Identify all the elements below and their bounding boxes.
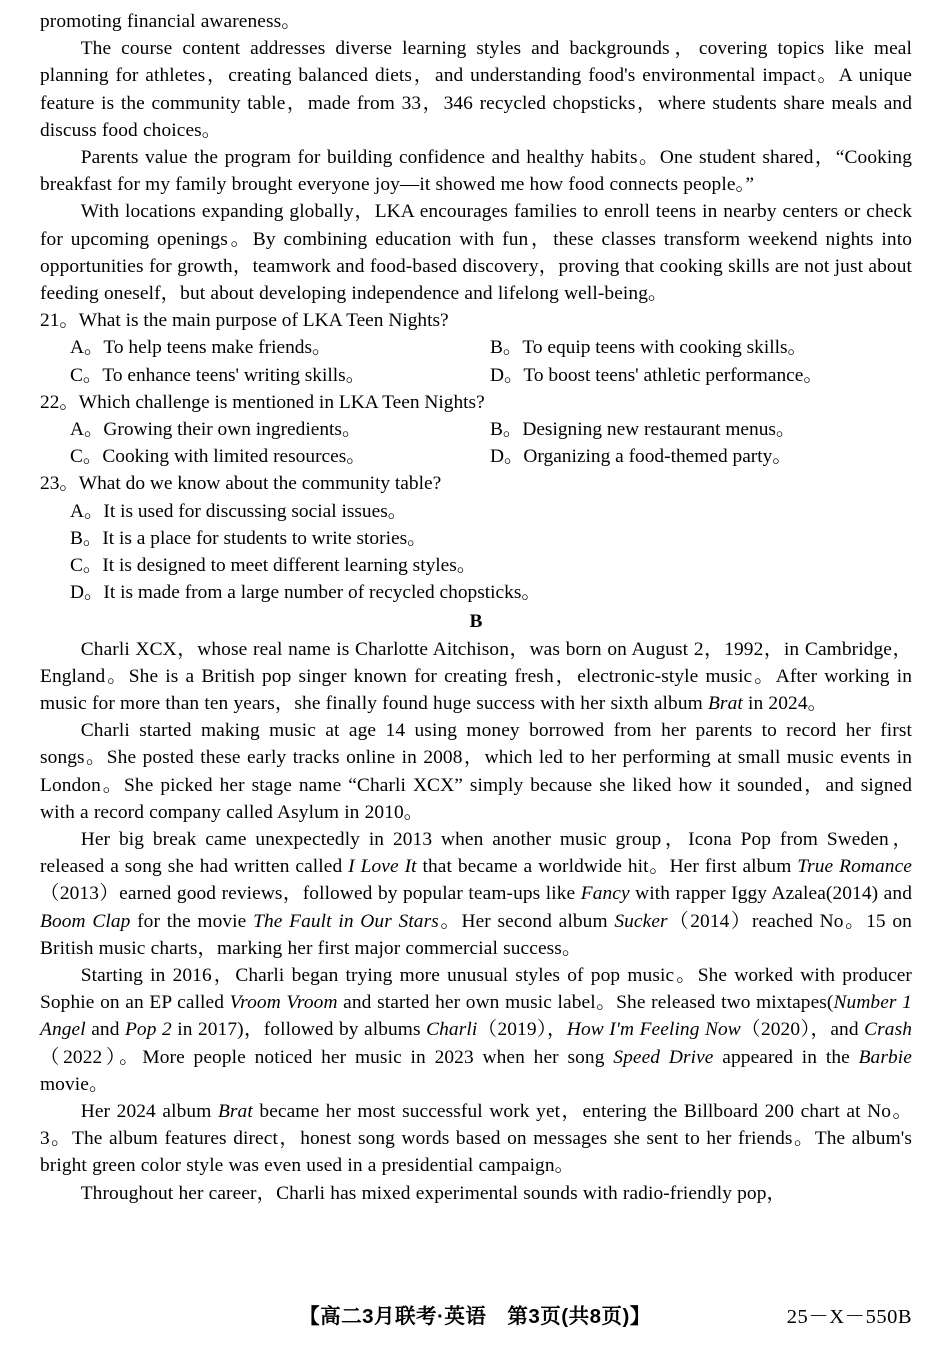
- text-run: that became a worldwide hit。Her first album: [416, 856, 798, 878]
- question-22-options-row-2: [40, 443, 912, 470]
- text-run: with rapper Iggy Azalea(2014) and: [629, 883, 912, 905]
- question-22-number: 22。: [40, 391, 79, 413]
- question-22-option-b[interactable]: B。Designing new restaurant menus。: [490, 419, 796, 441]
- text-run: in 2017)，followed by albums: [171, 1019, 427, 1041]
- section-b-paragraph-6: Throughout her career，Charli has mixed experimental sounds with radio-friendly pop，: [80, 1182, 787, 1204]
- text-run: （2014）reached No。15 on British music charts，marking her first major commercial success。: [40, 910, 912, 959]
- question-23-text: What do we know about the community table?: [78, 473, 442, 495]
- section-b-paragraph-3: [40, 826, 912, 962]
- passage-a-paragraph-course-content: The course content addresses diverse learning styles and backgrounds，covering topics like meal planning for athletes，creating balanced diets，and understanding food's environmental impact。A unique feature is the community table，made from 33，346 recycled chopsticks，where students share meals and discuss food choices。: [40, 38, 912, 141]
- text-run: （2019），: [477, 1019, 567, 1041]
- text-run: （2020），and: [740, 1019, 865, 1041]
- song-title-fancy: Fancy: [580, 883, 630, 905]
- text-run: Her big break came unexpectedly in 2013 when another music group，Icona Pop from Sweden，released a song she had written called: [40, 829, 912, 878]
- question-22-option-c[interactable]: C。Cooking with limited resources。: [70, 446, 366, 468]
- question-21-option-a[interactable]: A。To help teens make friends。: [70, 337, 332, 359]
- question-21-option-c[interactable]: C。To enhance teens' writing skills。: [70, 364, 366, 386]
- question-23-number: 23。: [40, 473, 79, 495]
- question-23-option-a[interactable]: A。It is used for discussing social issues。: [70, 500, 408, 522]
- question-23-option-b[interactable]: B。It is a place for students to write stories。: [70, 527, 427, 549]
- text-run: and started her own music label。She released two mixtapes(: [337, 992, 834, 1014]
- text-run: movie。: [40, 1073, 109, 1095]
- text-run: Charli XCX，whose real name is Charlotte Aitchison，was born on August 2，1992，in Cambridge，England。She is a British pop singer known for creating fresh，electronic-style music。After working in music for more than ten years，she finally found huge success with her sixth album: [40, 638, 912, 715]
- text-run: for the movie: [130, 910, 254, 932]
- text-run: in 2024。: [742, 693, 828, 715]
- question-23-option-d[interactable]: D。It is made from a large number of recycled chopsticks。: [70, 582, 541, 604]
- section-b-heading: B: [469, 611, 483, 633]
- question-22-stem: [40, 389, 912, 416]
- text-run: appeared in the: [713, 1046, 859, 1068]
- song-title-speed-drive: Speed Drive: [613, 1046, 714, 1068]
- album-title-charli: Charli: [426, 1019, 478, 1041]
- text-run: became her most successful work yet，entering the Billboard 200 chart at No。3。The album features direct，honest song words based on messages she sent to her friends。The album's bright green color style was even used in a presidential campaign。: [40, 1101, 912, 1177]
- text-run: Starting in 2016，Charli began trying more unusual styles of pop music。She worked with producer Sophie on an EP called: [40, 965, 912, 1014]
- text-run: 。Her second album: [438, 910, 615, 932]
- text-run: （2013）earned good reviews，followed by popular team-ups like: [40, 883, 581, 905]
- question-22-text: Which challenge is mentioned in LKA Teen Nights?: [78, 391, 485, 413]
- ep-title-vroom-vroom: Vroom Vroom: [229, 992, 338, 1014]
- question-22-option-a[interactable]: A。Growing their own ingredients。: [70, 419, 362, 441]
- question-21-stem: [40, 307, 912, 334]
- text-run: Her 2024 album: [80, 1101, 218, 1123]
- album-title-brat-2: Brat: [217, 1101, 253, 1123]
- section-b-paragraph-5: [40, 1098, 912, 1180]
- passage-a-paragraph-parents: Parents value the program for building confidence and healthy habits。One student shared，“Cooking breakfast for my family brought everyone joy—it showed me how food connects people。”: [40, 147, 912, 196]
- question-21-options-row-1: [40, 334, 912, 361]
- mixtape-title-number-1-angel: Number 1 Angel: [40, 992, 912, 1041]
- footer-page-label: 【高二3月联考·英语 第3页(共8页)】: [299, 1305, 651, 1328]
- album-title-true-romance: True Romance: [797, 856, 912, 878]
- section-b-paragraph-4: [40, 962, 912, 1098]
- page-body: [40, 8, 912, 1207]
- album-title-brat: Brat: [707, 693, 743, 715]
- passage-a-paragraph-continuation: promoting financial awareness。: [40, 11, 301, 32]
- song-title-boom-clap: Boom Clap: [40, 910, 131, 932]
- question-22-options-row-1: [40, 416, 912, 443]
- footer-paper-code: 25－X－550B: [786, 1306, 912, 1328]
- section-b-paragraph-2: Charli started making music at age 14 using money borrowed from her parents to record her first songs。She posted these early tracks online in 2008，which led to her performing at small music events in London。She picked her stage name “Charli XCX” simply because she liked how it sounded，and signed with a record company called Asylum in 2010。: [40, 720, 912, 823]
- passage-a-paragraph-locations: With locations expanding globally，LKA encourages families to enroll teens in nearby centers or check for upcoming openings。By combining education with fun，these classes transform weekend nights into opportunities for growth，teamwork and food-based discovery，proving that cooking skills are not just about feeding oneself，but about developing independence and lifelong well-being。: [40, 201, 912, 305]
- question-22-option-d[interactable]: D。Organizing a food-themed party。: [490, 446, 792, 468]
- movie-title-the-fault-in-our-stars: The Fault in Our Stars: [253, 910, 439, 932]
- text-run: and: [85, 1019, 125, 1041]
- question-21-option-d[interactable]: D。To boost teens' athletic performance。: [490, 364, 823, 386]
- song-title-i-love-it: I Love It: [348, 856, 417, 878]
- album-title-how-im-feeling-now: How I'm Feeling Now: [566, 1019, 741, 1041]
- question-21-option-b[interactable]: B。To equip teens with cooking skills。: [490, 337, 807, 359]
- question-23-stem: [40, 470, 912, 497]
- question-21-text: What is the main purpose of LKA Teen Nights?: [78, 310, 449, 332]
- page-footer: [0, 1302, 950, 1336]
- album-title-sucker: Sucker: [614, 910, 668, 932]
- album-title-crash: Crash: [864, 1019, 913, 1041]
- movie-title-barbie: Barbie: [858, 1046, 912, 1068]
- question-21-number: 21。: [40, 310, 79, 332]
- question-21-options-row-2: [40, 362, 912, 389]
- question-23-option-c[interactable]: C。It is designed to meet different learning styles。: [70, 555, 477, 576]
- mixtape-title-pop-2: Pop 2: [124, 1019, 172, 1041]
- text-run: （2022）。More people noticed her music in 2023 when her song: [40, 1046, 614, 1068]
- section-b-paragraph-1: [40, 636, 912, 718]
